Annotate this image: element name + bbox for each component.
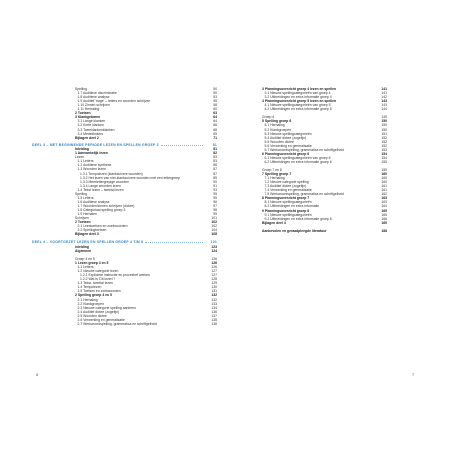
toc-entry-title: 5.2 Klankgroepen xyxy=(264,127,292,132)
toc-entry-title: 1.3.3 Meerlettergrepige woorden xyxy=(80,179,130,184)
toc-entry-page: 89 xyxy=(213,175,217,180)
toc-entry-title: 8.2 Uitbreidingen en extra informatie xyxy=(264,204,320,209)
toc-entry-page: 87 xyxy=(213,167,217,172)
toc-entry-page: 97 xyxy=(213,203,217,208)
toc-entry-page: 166 xyxy=(381,216,387,221)
toc-entry xyxy=(75,232,217,236)
toc-entry-page: 152 xyxy=(381,135,387,140)
toc-entry-page: 96 xyxy=(213,199,217,204)
toc-entry-title: Bijlagen deel 4 xyxy=(262,220,286,225)
toc-entry-title: Schrijven xyxy=(75,216,89,221)
toc-entry-title: 1.1 Letters xyxy=(77,265,94,270)
toc-entry-page: 155 xyxy=(381,159,387,164)
toc-entry-title: 4.2 Uitbreidingen en extra informatie groep 5 xyxy=(264,107,332,112)
toc-entry-title: 7 Spelling groep 7 xyxy=(262,172,292,177)
toc-entry-title: 3 Planningsoverzicht groep 4 lezen en spellen xyxy=(262,87,337,91)
toc-entry-title: Lezen xyxy=(75,155,85,160)
toc-entry-page: 83 xyxy=(213,159,217,164)
toc-entry-page: 133 xyxy=(211,301,217,306)
toc-entry-title: Inleiding xyxy=(75,244,89,249)
toc-entry-page: 137 xyxy=(211,313,217,318)
toc-entry-page: 152 xyxy=(381,143,387,148)
toc-entry-title: 2 Toetsen xyxy=(75,220,91,225)
toc-entry-page: 161 xyxy=(381,188,387,193)
toc-entry-title: 1.7 Woorden/zinnen schrijven (dictee) xyxy=(77,203,135,208)
toc-entry-title: Aanbevolen en geraadpleegde literatuur xyxy=(262,228,327,233)
toc-entry-page: 149 xyxy=(381,115,387,120)
toc-entry-page: 150 xyxy=(381,123,387,128)
part-heading-label: DEEL 3 – MET BEGINNENDE PERIODE LEZEN EN SPELLEN GROEP 3 xyxy=(32,142,159,147)
toc-entry-page: 127 xyxy=(211,269,217,274)
toc-entry-title: 3.3 Tweeklankenklanken xyxy=(77,127,115,132)
toc-entry-title: 1.1 Letters xyxy=(77,159,94,164)
toc-entry-page: 127 xyxy=(211,273,217,278)
toc-entry-page: 83 xyxy=(213,155,217,160)
toc-entry-title: Spelling xyxy=(75,191,88,196)
toc-entry-title: 8.1 Nieuwe spellingcategorieën xyxy=(264,200,312,205)
toc-entry-title: 3.1 Nieuwe spellingcategorieën van groep 4 xyxy=(264,91,331,96)
toc-entry-title: 9 Planningsoverzicht groep 8 xyxy=(262,208,310,213)
part-heading-rule xyxy=(161,145,203,146)
toc-entry-page: 163 xyxy=(381,196,387,201)
toc-entry-page: 152 xyxy=(381,139,387,144)
toc-entry-title: 1.8 Auditieve analyse xyxy=(77,95,110,100)
toc-entry-page: 154 xyxy=(381,151,387,156)
toc-entry-page: 160 xyxy=(381,176,387,181)
toc-entry-title: 1.8 Categoriaal spelling groep 3 xyxy=(77,207,126,212)
toc-entry-title: 2.2 Klankgroepen xyxy=(77,301,105,306)
toc-entry-page: 50 xyxy=(213,91,217,96)
toc-entry-page: 165 xyxy=(381,208,387,213)
toc-entry-page: 138 xyxy=(211,321,217,326)
toc-entry-title: 1.3.1 Tempolezen (klankzuivere woorden) xyxy=(80,171,143,176)
toc-entry-title: 1 Lezen groep 4 en 5 xyxy=(75,261,109,266)
toc-entry-title: Groep 4 en 5 xyxy=(75,257,95,261)
toc-entry-title: 1.3 Tekst- tweetal lezen xyxy=(77,281,113,286)
toc-entry-title: 1.2 Nieuwe categorie lezen xyxy=(77,269,119,274)
toc-entry-page: 143 xyxy=(381,99,387,104)
toc-entry-page: 64 xyxy=(213,119,217,124)
toc-entry-title: 6.2 Uitbreidingen en extra informatie groep 6 xyxy=(264,159,332,164)
left-page-number: 8 xyxy=(36,372,39,377)
toc-entry-page: 161 xyxy=(381,184,387,189)
toc-entry-title: Spelling xyxy=(75,87,88,91)
toc-entry-page: 141 xyxy=(381,91,387,96)
toc-entry-page: 63 xyxy=(213,111,217,116)
part-heading-rule xyxy=(145,242,203,243)
toc-entry-title: 6 Planningsoverzicht groep 6 xyxy=(262,151,310,156)
toc-entry-title: Bijlagen deel 3 xyxy=(75,232,99,237)
toc-entry-page: 159 xyxy=(381,168,387,172)
toc-entry-page: 64 xyxy=(213,115,217,120)
toc-entry-page: 99 xyxy=(213,212,217,216)
toc-entry-page: 162 xyxy=(381,192,387,197)
part-heading xyxy=(32,143,217,147)
toc-entry-title: 5.1 Herhaling xyxy=(264,123,285,128)
toc-entry-page: 163 xyxy=(381,200,387,205)
toc-entry-page: 68 xyxy=(213,127,217,132)
toc-entry-title: 5.6 Verwerking en generalisatie xyxy=(264,143,312,148)
part-heading-page: 81 xyxy=(212,142,217,147)
toc-entry-page: 58 xyxy=(213,103,217,108)
toc-entry-title: 3.2 Uitbreidingen en extra informatie groep 4 xyxy=(264,95,332,100)
toc-entry-title: 4.1 Nieuwe spellingcategorieën van groep 5 xyxy=(264,103,331,108)
toc-entry-title: 1.11 Herhaling xyxy=(77,107,100,112)
toc-entry xyxy=(262,229,387,233)
toc-entry-page: 53 xyxy=(213,95,217,100)
toc-entry-title: 1.2 Auditieve synthese xyxy=(77,163,112,168)
toc-entry-page: 104 xyxy=(211,228,217,233)
toc-entry-title: 1.3 Woorden lezen xyxy=(77,167,106,172)
toc-entry-title: Groep 7 en 8 xyxy=(262,168,282,172)
toc-entry-page: 141 xyxy=(381,87,387,91)
toc-entry-page: 150 xyxy=(381,127,387,132)
toc-entry-title: Bijlagen deel 2 xyxy=(75,135,99,140)
part-heading-page: 121 xyxy=(210,240,217,245)
right-page-number: 7 xyxy=(412,372,415,377)
toc-entry-page: 160 xyxy=(381,172,387,177)
toc-entry-title: 1 Aanvankelijk lezen xyxy=(75,151,108,156)
toc-entry-page: 102 xyxy=(211,224,217,229)
toc-entry-page: 126 xyxy=(211,261,217,266)
toc-entry-page: 188 xyxy=(381,228,387,233)
toc-entry-page: 87 xyxy=(213,171,217,176)
toc-entry-title: 1.7 Auditieve discriminatie xyxy=(77,91,117,96)
toc-entry-page: 153 xyxy=(381,147,387,152)
toc-entry-page: 126 xyxy=(211,265,217,270)
toc-entry-title: 1.4 Tekst lezen – tweetal lezen xyxy=(77,187,124,192)
toc-entry-title: 2 Toetsen xyxy=(75,111,91,116)
toc-entry-page: 50 xyxy=(213,87,217,91)
toc-entry-title: 2.7 Werkwoordspelling, grammatica en schriftgelheid xyxy=(77,321,157,326)
toc-entry-page: 143 xyxy=(381,103,387,108)
toc-entry-page: 144 xyxy=(381,107,387,112)
toc-entry-title: 2.5 Woorden dictee xyxy=(77,313,107,318)
toc-entry-page: 126 xyxy=(211,257,217,261)
toc-entry-title: 2.3 Nieuwe categorie spelling aanleren xyxy=(77,305,136,310)
toc-entry-page: 124 xyxy=(211,248,217,253)
toc-entry-title: 1.5 Toetsen en zoekwoorden xyxy=(77,289,121,294)
toc-entry-page: 93 xyxy=(213,187,217,192)
toc-entry-title: 1.3.4 Lange woorden lezen xyxy=(80,183,121,188)
toc-entry-page: 69 xyxy=(213,131,217,136)
toc-entry-page: 169 xyxy=(381,220,387,225)
toc-entry-page: 131 xyxy=(211,289,217,294)
toc-entry-title: 1.5 Letters xyxy=(77,195,94,200)
toc-entry-page: 60 xyxy=(213,107,217,112)
toc-entry-page: 132 xyxy=(211,293,217,298)
toc-entry-title: 7.1 Herhaling xyxy=(264,176,285,181)
toc-entry-page: 123 xyxy=(211,244,217,249)
toc-entry-page: 164 xyxy=(381,204,387,209)
toc-entry-title: 7.5 Werkwoordspelling, grammatica en schriftgelheid xyxy=(264,192,344,197)
toc-entry-title: 1.2.2 Wat is 'Dit lezen'? xyxy=(80,277,116,282)
toc-entry-title: 1.9 Auditief 'trage' – letters en woorden schrijven xyxy=(77,99,151,104)
toc-entry-title: 6.1 Nieuwe spellingcategorieën van groep 6 xyxy=(264,155,331,160)
toc-entry-title: 4 Planningsoverzicht groep 5 lezen en spellen xyxy=(262,99,337,104)
toc-entry xyxy=(75,136,217,140)
toc-entry-page: 81 xyxy=(213,147,217,152)
toc-entry-title: 5.3 Nieuwe spellingcategorieën xyxy=(264,131,312,136)
toc-entry-page: 138 xyxy=(211,317,217,322)
toc-entry-title: 2.4 Auditief dictee (zogefijn) xyxy=(77,309,120,314)
toc-entry-page: 91 xyxy=(213,183,217,188)
toc-entry-page: 101 xyxy=(211,216,217,221)
toc-entry-page: 108 xyxy=(211,232,217,237)
toc-entry-title: 1.3.2 Het lezen van niet-klankzuivere woorden met een lettergreep xyxy=(80,175,180,180)
toc-entry-title: 9.1 Nieuwe spellingcategorieën xyxy=(264,212,312,217)
toc-entry-title: 2 Spelling groep 4 en 5 xyxy=(75,293,112,298)
toc-entry-title: 5.5 Woorden dictee xyxy=(264,139,294,144)
toc-entry-page: 90 xyxy=(213,179,217,184)
toc-entry-title: 7.2 Nieuwe categorie spelling xyxy=(264,180,309,185)
toc-entry-page: 95 xyxy=(213,195,217,200)
toc-entry-title: 1.4 Tempolezen xyxy=(77,285,102,290)
part-heading-label: DEEL 4 – VOORTGEZET LEZEN EN SPELLEN GROEP 4 T/M 8 xyxy=(32,240,144,245)
toc-entry-page: 150 xyxy=(381,119,387,124)
toc-entry-page: 66 xyxy=(213,123,217,128)
toc-entry-page: 142 xyxy=(381,95,387,100)
toc-entry-page: 132 xyxy=(211,297,217,302)
toc-entry-title: 1.10 Zinnen schrijven xyxy=(77,103,110,108)
toc-entry-page: 154 xyxy=(381,155,387,160)
toc-entry-title: 1.9 Herhalen xyxy=(77,212,97,216)
toc-entry-title: 5.4 Auditief dictee (zogefijn) xyxy=(264,135,307,140)
toc-entry-page: 98 xyxy=(213,207,217,212)
toc-entry-page: 136 xyxy=(211,309,217,314)
toc-entry-title: 2.1 Leestoetsen en zoekwoorden xyxy=(77,224,128,229)
toc-entry-title: 1.2.1 Expliciete instructie en proceshef werken xyxy=(80,273,150,278)
toc-entry-page: 129 xyxy=(211,281,217,286)
toc-entry-page: 134 xyxy=(211,305,217,310)
toc-entry-title: Groep 6 xyxy=(262,115,275,120)
toc-entry-title: 3.4 Medeklinkers xyxy=(77,131,104,136)
toc-entry-page: 95 xyxy=(213,191,217,196)
toc-entry-page: 151 xyxy=(381,131,387,136)
toc-entry-title: 7.3 Auditief dictee (zogefijn) xyxy=(264,184,307,189)
toc-entry-title: Inleiding xyxy=(75,147,89,152)
toc-entry-page: 71 xyxy=(213,135,217,140)
part-heading xyxy=(32,240,217,244)
toc-entry xyxy=(75,322,217,326)
toc-entry-title: 3.2 Korte klanken xyxy=(77,123,104,128)
toc-entry-page: 128 xyxy=(211,277,217,282)
toc-entry-title: 2.1 Herhaling xyxy=(77,297,98,302)
toc-entry-title: 2.2 Spellingtoetsen xyxy=(77,228,107,233)
toc-entry-title: 9.2 Uitbreidingen en extra informatie groep 8 xyxy=(264,216,332,221)
toc-entry-title: Algemeen xyxy=(75,248,92,253)
toc-entry-page: 82 xyxy=(213,151,217,156)
toc-entry-title: 8 Planningsoverzicht groep 7 xyxy=(262,196,310,201)
toc-entry-page: 86 xyxy=(213,163,217,168)
toc-entry-title: 7.4 Verwerking en generalisatie xyxy=(264,188,312,193)
toc-entry-page: 55 xyxy=(213,99,217,104)
toc-entry-page: 165 xyxy=(381,212,387,217)
toc-entry-page: 102 xyxy=(211,220,217,225)
toc-entry-title: 3.1 Lange klanken xyxy=(77,119,106,124)
toc-entry-page: 130 xyxy=(211,285,217,290)
toc-entry-title: 5.7 Werkwoordspelling, grammatica en schriftgelheid xyxy=(264,147,344,152)
toc-entry-title: 3 Klankgebaren xyxy=(75,115,101,120)
toc-entry-title: 2.6 Verwerking en generalisatie xyxy=(77,317,125,322)
toc-entry-title: 1.6 Auditieve analyse xyxy=(77,199,110,204)
toc-entry-title: 5 Spelling groep 6 xyxy=(262,119,292,124)
toc-entry-page: 160 xyxy=(381,180,387,185)
